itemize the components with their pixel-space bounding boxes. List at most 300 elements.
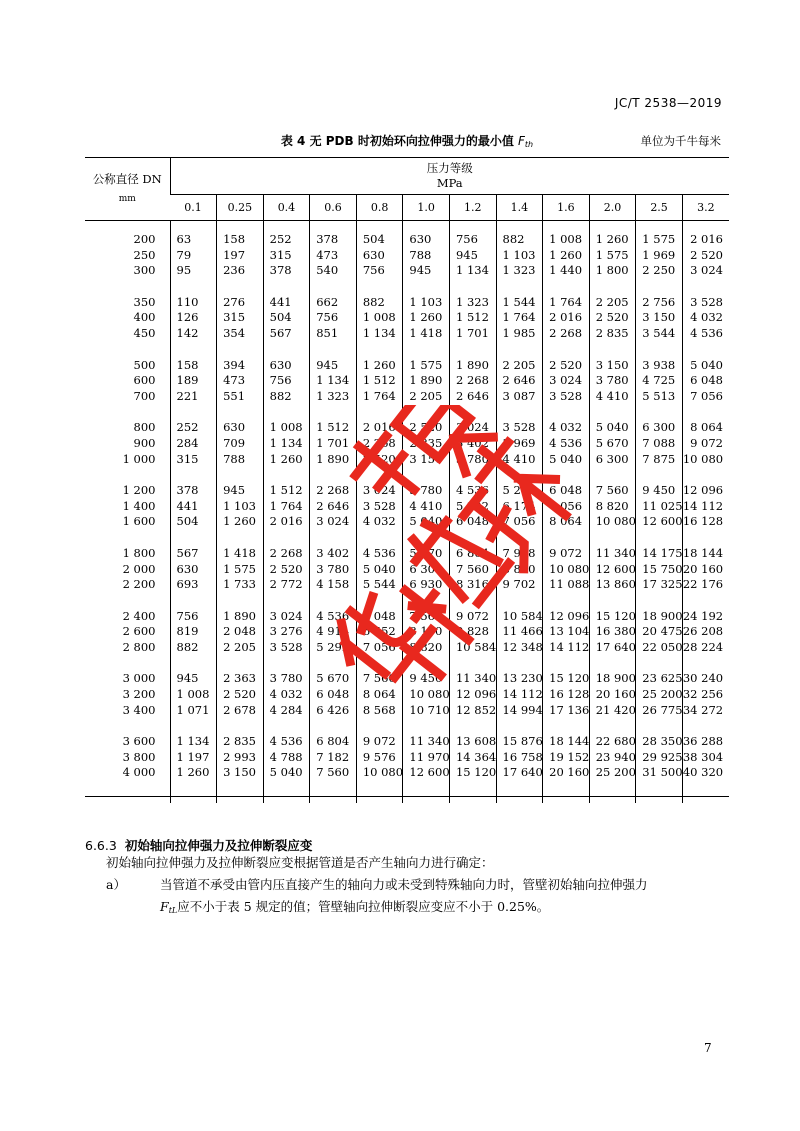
- strength-cell: 7 056: [356, 640, 403, 656]
- spacer-cell: [170, 718, 217, 734]
- strength-cell: 4 032: [543, 420, 590, 436]
- strength-cell: 315: [217, 310, 264, 326]
- strength-cell: 158: [217, 232, 264, 248]
- strength-cell: 945: [449, 248, 496, 264]
- spacer-cell: [310, 718, 357, 734]
- spacer-cell: [543, 781, 590, 803]
- strength-cell: 10 584: [449, 640, 496, 656]
- strength-cell: 756: [170, 609, 217, 625]
- strength-cell: 3 024: [682, 263, 729, 279]
- strength-cell: 2 772: [263, 577, 310, 593]
- strength-cell: 126: [170, 310, 217, 326]
- table-row: [85, 609, 729, 625]
- spacer-cell: [263, 593, 310, 609]
- spacer-cell: [85, 404, 170, 420]
- spacer-cell: [589, 404, 636, 420]
- strength-cell: 378: [310, 232, 357, 248]
- strength-cell: 18 144: [543, 734, 590, 750]
- strength-cell: 788: [217, 452, 264, 468]
- spacer-cell: [356, 404, 403, 420]
- group-spacer-row: [85, 655, 729, 671]
- diameter-cell: 800: [133, 420, 156, 435]
- strength-cell: 31 500: [636, 765, 683, 781]
- strength-cell: 18 900: [636, 609, 683, 625]
- strength-cell: 2 520: [589, 310, 636, 326]
- table-row: [85, 734, 729, 750]
- spacer-cell: [310, 279, 357, 295]
- data-table: [85, 158, 729, 803]
- strength-cell: 945: [217, 483, 264, 499]
- strength-cell: 10 584: [496, 609, 543, 625]
- strength-cell: 567: [170, 546, 217, 562]
- strength-cell: 3 780: [403, 483, 450, 499]
- strength-cell: 630: [403, 232, 450, 248]
- table-row: [85, 499, 729, 515]
- strength-cell: 6 048: [543, 483, 590, 499]
- strength-cell: 18 144: [682, 546, 729, 562]
- strength-cell: 197: [217, 248, 264, 264]
- spacer-cell: [310, 593, 357, 609]
- spacer-cell: [589, 655, 636, 671]
- strength-cell: 1 890: [217, 609, 264, 625]
- strength-cell: 17 136: [543, 703, 590, 719]
- strength-cell: 1 260: [589, 232, 636, 248]
- diameter-cell: 250: [133, 247, 156, 262]
- strength-cell: 5 670: [403, 546, 450, 562]
- strength-cell: 2 520: [217, 687, 264, 703]
- standard-number: JC/T 2538—2019: [614, 96, 722, 110]
- strength-cell: 4 158: [310, 577, 357, 593]
- spacer-cell: [356, 342, 403, 358]
- strength-cell: 4 536: [356, 546, 403, 562]
- strength-cell: 2 268: [310, 483, 357, 499]
- strength-cell: 9 072: [356, 734, 403, 750]
- strength-cell: 2 646: [310, 499, 357, 515]
- strength-cell: 8 316: [449, 577, 496, 593]
- strength-cell: 11 340: [403, 734, 450, 750]
- strength-cell: 3 024: [263, 609, 310, 625]
- strength-cell: 16 380: [589, 624, 636, 640]
- spacer-cell: [682, 530, 729, 546]
- table-row: [85, 232, 729, 248]
- strength-cell: 3 528: [356, 499, 403, 515]
- strength-cell: 1 103: [496, 248, 543, 264]
- strength-cell: 1 890: [449, 358, 496, 374]
- strength-cell: 26 208: [682, 624, 729, 640]
- strength-cell: 14 175: [636, 546, 683, 562]
- strength-cell: 2 268: [356, 436, 403, 452]
- strength-cell: 28 350: [636, 734, 683, 750]
- diameter-cell: 200: [133, 232, 156, 246]
- strength-cell: 1 701: [449, 326, 496, 342]
- strength-cell: 221: [170, 389, 217, 405]
- pressure-header-cell: 1.6: [543, 195, 590, 220]
- spacer-cell: [589, 342, 636, 358]
- strength-cell: 851: [310, 326, 357, 342]
- strength-cell: 9 828: [449, 624, 496, 640]
- strength-cell: 1 512: [263, 483, 310, 499]
- strength-cell: 12 600: [636, 514, 683, 530]
- table-caption: [85, 132, 729, 149]
- strength-cell: 11 340: [589, 546, 636, 562]
- strength-cell: 23 625: [636, 671, 683, 687]
- strength-cell: 10 080: [403, 687, 450, 703]
- strength-cell: 15 876: [496, 734, 543, 750]
- strength-cell: 5 040: [356, 562, 403, 578]
- spacer-cell: [682, 342, 729, 358]
- diameter-cell: 3 200: [122, 687, 156, 702]
- strength-cell: 8 820: [496, 562, 543, 578]
- group-spacer-row: [85, 279, 729, 295]
- strength-cell: 13 860: [589, 577, 636, 593]
- strength-cell: 2 250: [636, 263, 683, 279]
- strength-cell: 378: [263, 263, 310, 279]
- strength-cell: 1 323: [310, 389, 357, 405]
- strength-cell: 11 025: [636, 499, 683, 515]
- strength-cell: 504: [263, 310, 310, 326]
- spacer-cell: [403, 279, 450, 295]
- strength-cell: 1 512: [310, 420, 357, 436]
- strength-cell: 6 930: [403, 577, 450, 593]
- spacer-cell: [449, 342, 496, 358]
- spacer-cell: [636, 467, 683, 483]
- spacer-cell: [543, 404, 590, 420]
- table-row: [85, 750, 729, 766]
- strength-cell: 504: [170, 514, 217, 530]
- spacer-cell: [543, 279, 590, 295]
- strength-cell: 3 528: [682, 295, 729, 311]
- strength-cell: 7 938: [496, 546, 543, 562]
- spacer-cell: [403, 781, 450, 803]
- spacer-cell: [496, 530, 543, 546]
- strength-cell: 6 174: [496, 499, 543, 515]
- page-number: 7: [704, 1041, 712, 1055]
- strength-cell: 1 764: [543, 295, 590, 311]
- spacer-cell: [170, 342, 217, 358]
- header-pressure-label: 压力等级: [426, 161, 473, 176]
- spacer-cell: [496, 279, 543, 295]
- spacer-cell: [449, 718, 496, 734]
- table-row: [85, 687, 729, 703]
- spacer-cell: [636, 781, 683, 803]
- diameter-cell: 900: [133, 435, 156, 450]
- strength-cell: 12 096: [682, 483, 729, 499]
- strength-cell: 630: [356, 248, 403, 264]
- strength-cell: 1 418: [403, 326, 450, 342]
- caption-subscript: th: [524, 140, 534, 149]
- strength-cell: 2 016: [543, 310, 590, 326]
- strength-cell: 4 914: [310, 624, 357, 640]
- strength-cell: 1 008: [356, 310, 403, 326]
- strength-cell: 3 528: [496, 420, 543, 436]
- spacer-cell: [310, 781, 357, 803]
- strength-cell: 3 024: [310, 514, 357, 530]
- strength-cell: 4 536: [543, 436, 590, 452]
- list-item-a-text-1: 当管道不承受由管内压直接产生的轴向力或未受到特殊轴向力时，管壁初始轴向拉伸强力: [160, 877, 648, 892]
- strength-cell: 2 520: [682, 248, 729, 264]
- spacer-cell: [403, 655, 450, 671]
- spacer-cell: [589, 781, 636, 803]
- strength-cell: 315: [170, 452, 217, 468]
- strength-cell: 2 993: [217, 750, 264, 766]
- strength-cell: 2 520: [543, 358, 590, 374]
- strength-cell: 4 536: [310, 609, 357, 625]
- diameter-cell: 2 000: [122, 561, 156, 576]
- strength-cell: 6 048: [449, 514, 496, 530]
- spacer-cell: [449, 404, 496, 420]
- spacer-cell: [543, 467, 590, 483]
- spacer-cell: [217, 530, 264, 546]
- spacer-cell: [217, 781, 264, 803]
- strength-cell: 1 764: [263, 499, 310, 515]
- list-item-a-subscript: tL: [168, 906, 178, 915]
- spacer-cell: [682, 467, 729, 483]
- strength-cell: 1 134: [263, 436, 310, 452]
- strength-cell: 1 260: [170, 765, 217, 781]
- strength-cell: 2 835: [217, 734, 264, 750]
- table-row: [85, 295, 729, 311]
- strength-cell: 95: [170, 263, 217, 279]
- strength-cell: 7 056: [543, 499, 590, 515]
- strength-cell: 1 103: [217, 499, 264, 515]
- spacer-cell: [636, 404, 683, 420]
- strength-cell: 4 032: [356, 514, 403, 530]
- strength-cell: 2 016: [356, 420, 403, 436]
- diameter-cell: 3 800: [122, 749, 156, 764]
- spacer-cell: [543, 718, 590, 734]
- strength-cell: 252: [170, 420, 217, 436]
- strength-cell: 3 780: [263, 671, 310, 687]
- diameter-cell: 500: [133, 357, 156, 372]
- table-row: [85, 326, 729, 342]
- strength-cell: 22 176: [682, 577, 729, 593]
- table-row: [85, 624, 729, 640]
- strength-cell: 9 450: [403, 671, 450, 687]
- strength-cell: 1 071: [170, 703, 217, 719]
- strength-cell: 1 134: [449, 263, 496, 279]
- strength-cell: 1 260: [217, 514, 264, 530]
- pressure-header-cell: 3.2: [682, 195, 729, 220]
- strength-cell: 3 024: [543, 373, 590, 389]
- strength-cell: 20 475: [636, 624, 683, 640]
- data-table-frame: [85, 157, 729, 797]
- spacer-cell: [682, 220, 729, 232]
- strength-cell: 1 134: [310, 373, 357, 389]
- strength-cell: 20 160: [589, 687, 636, 703]
- pressure-header-cell: 1.0: [403, 195, 450, 220]
- diameter-cell: 4 000: [122, 765, 156, 780]
- spacer-cell: [543, 593, 590, 609]
- spacer-cell: [263, 404, 310, 420]
- strength-cell: 1 512: [356, 373, 403, 389]
- table-row: [85, 420, 729, 436]
- spacer-cell: [170, 781, 217, 803]
- strength-cell: 10 080: [589, 514, 636, 530]
- strength-cell: 1 008: [170, 687, 217, 703]
- spacer-cell: [403, 404, 450, 420]
- spacer-cell: [217, 342, 264, 358]
- strength-cell: 13 104: [543, 624, 590, 640]
- strength-cell: 142: [170, 326, 217, 342]
- spacer-cell: [449, 467, 496, 483]
- spacer-cell: [217, 404, 264, 420]
- strength-cell: 756: [356, 263, 403, 279]
- strength-cell: 1 575: [589, 248, 636, 264]
- strength-cell: 5 670: [589, 436, 636, 452]
- strength-cell: 22 050: [636, 640, 683, 656]
- strength-cell: 38 304: [682, 750, 729, 766]
- spacer-cell: [449, 530, 496, 546]
- strength-cell: 15 120: [449, 765, 496, 781]
- strength-cell: 7 560: [589, 483, 636, 499]
- strength-cell: 1 701: [310, 436, 357, 452]
- pressure-header-row: [85, 195, 729, 220]
- strength-cell: 945: [310, 358, 357, 374]
- diameter-cell: 1 400: [122, 498, 156, 513]
- strength-cell: 1 575: [636, 232, 683, 248]
- strength-cell: 14 112: [496, 687, 543, 703]
- spacer-cell: [310, 220, 357, 232]
- spacer-cell: [496, 342, 543, 358]
- strength-cell: 30 240: [682, 671, 729, 687]
- spacer-cell: [543, 655, 590, 671]
- pressure-header-cell: 2.5: [636, 195, 683, 220]
- strength-cell: 12 600: [403, 765, 450, 781]
- strength-cell: 1 134: [356, 326, 403, 342]
- spacer-cell: [170, 593, 217, 609]
- strength-cell: 17 640: [496, 765, 543, 781]
- strength-cell: 1 512: [449, 310, 496, 326]
- strength-cell: 14 364: [449, 750, 496, 766]
- table-row: [85, 671, 729, 687]
- strength-cell: 12 096: [449, 687, 496, 703]
- strength-cell: 3 544: [636, 326, 683, 342]
- strength-cell: 2 016: [263, 514, 310, 530]
- spacer-cell: [85, 279, 170, 295]
- strength-cell: 819: [170, 624, 217, 640]
- strength-cell: 1 323: [496, 263, 543, 279]
- strength-cell: 25 200: [589, 765, 636, 781]
- strength-cell: 473: [217, 373, 264, 389]
- list-item-a-symbol: F: [160, 899, 169, 914]
- strength-cell: 11 466: [496, 624, 543, 640]
- spacer-cell: [217, 593, 264, 609]
- strength-cell: 5 513: [636, 389, 683, 405]
- strength-cell: 8 568: [356, 703, 403, 719]
- table-caption-text: 表 4 无 PDB 时初始环向拉伸强力的最小值: [280, 134, 519, 148]
- spacer-cell: [449, 655, 496, 671]
- strength-cell: 32 256: [682, 687, 729, 703]
- strength-cell: 9 072: [449, 609, 496, 625]
- strength-cell: 4 410: [589, 389, 636, 405]
- table-row: [85, 358, 729, 374]
- strength-cell: 1 134: [170, 734, 217, 750]
- strength-cell: 79: [170, 248, 217, 264]
- strength-cell: 14 112: [682, 499, 729, 515]
- strength-cell: 4 536: [682, 326, 729, 342]
- strength-cell: 9 450: [636, 483, 683, 499]
- diameter-cell: 2 200: [122, 577, 156, 592]
- strength-cell: 540: [310, 263, 357, 279]
- strength-cell: 5 292: [310, 640, 357, 656]
- spacer-cell: [356, 467, 403, 483]
- strength-cell: 18 900: [589, 671, 636, 687]
- spacer-cell: [217, 718, 264, 734]
- header-pressure-class: [170, 158, 729, 195]
- strength-cell: 1 575: [217, 562, 264, 578]
- strength-cell: 2 048: [217, 624, 264, 640]
- strength-cell: 1 008: [543, 232, 590, 248]
- strength-cell: 34 272: [682, 703, 729, 719]
- spacer-cell: [636, 530, 683, 546]
- strength-cell: 13 230: [496, 671, 543, 687]
- strength-cell: 2 268: [543, 326, 590, 342]
- spacer-cell: [636, 220, 683, 232]
- strength-cell: 2 205: [496, 358, 543, 374]
- table-body: [85, 220, 729, 803]
- spacer-cell: [263, 655, 310, 671]
- spacer-cell: [85, 781, 170, 803]
- strength-cell: 7 182: [310, 750, 357, 766]
- spacer-cell: [356, 279, 403, 295]
- table-row: [85, 577, 729, 593]
- spacer-cell: [589, 530, 636, 546]
- group-spacer-row: [85, 718, 729, 734]
- strength-cell: 2 646: [496, 373, 543, 389]
- list-item-a-marker: a）: [106, 877, 126, 892]
- strength-cell: 26 775: [636, 703, 683, 719]
- strength-cell: 28 224: [682, 640, 729, 656]
- strength-cell: 4 725: [636, 373, 683, 389]
- strength-cell: 2 646: [449, 389, 496, 405]
- strength-cell: 9 702: [496, 577, 543, 593]
- group-spacer-row: [85, 467, 729, 483]
- strength-cell: 1 985: [496, 326, 543, 342]
- strength-cell: 1 764: [496, 310, 543, 326]
- strength-cell: 8 820: [589, 499, 636, 515]
- diameter-cell: 3 000: [122, 671, 156, 686]
- strength-cell: 5 544: [356, 577, 403, 593]
- strength-cell: 10 710: [403, 703, 450, 719]
- strength-cell: 1 197: [170, 750, 217, 766]
- header-nominal-diameter: [85, 158, 170, 220]
- strength-cell: 12 348: [496, 640, 543, 656]
- strength-cell: 315: [263, 248, 310, 264]
- strength-cell: 6 048: [310, 687, 357, 703]
- strength-cell: 882: [263, 389, 310, 405]
- strength-cell: 5 040: [263, 765, 310, 781]
- strength-cell: 1 103: [403, 295, 450, 311]
- strength-cell: 6 048: [356, 609, 403, 625]
- spacer-cell: [263, 530, 310, 546]
- spacer-cell: [449, 279, 496, 295]
- group-spacer-row: [85, 342, 729, 358]
- spacer-cell: [682, 718, 729, 734]
- spacer-cell: [636, 279, 683, 295]
- strength-cell: 40 320: [682, 765, 729, 781]
- strength-cell: 378: [170, 483, 217, 499]
- strength-cell: 8 064: [356, 687, 403, 703]
- strength-cell: 756: [449, 232, 496, 248]
- spacer-cell: [310, 655, 357, 671]
- table-unit: 单位为千牛每米: [640, 134, 721, 148]
- table-row: [85, 514, 729, 530]
- strength-cell: 504: [356, 232, 403, 248]
- strength-cell: 13 608: [449, 734, 496, 750]
- group-spacer-row: [85, 404, 729, 420]
- strength-cell: 5 040: [543, 452, 590, 468]
- strength-cell: 158: [170, 358, 217, 374]
